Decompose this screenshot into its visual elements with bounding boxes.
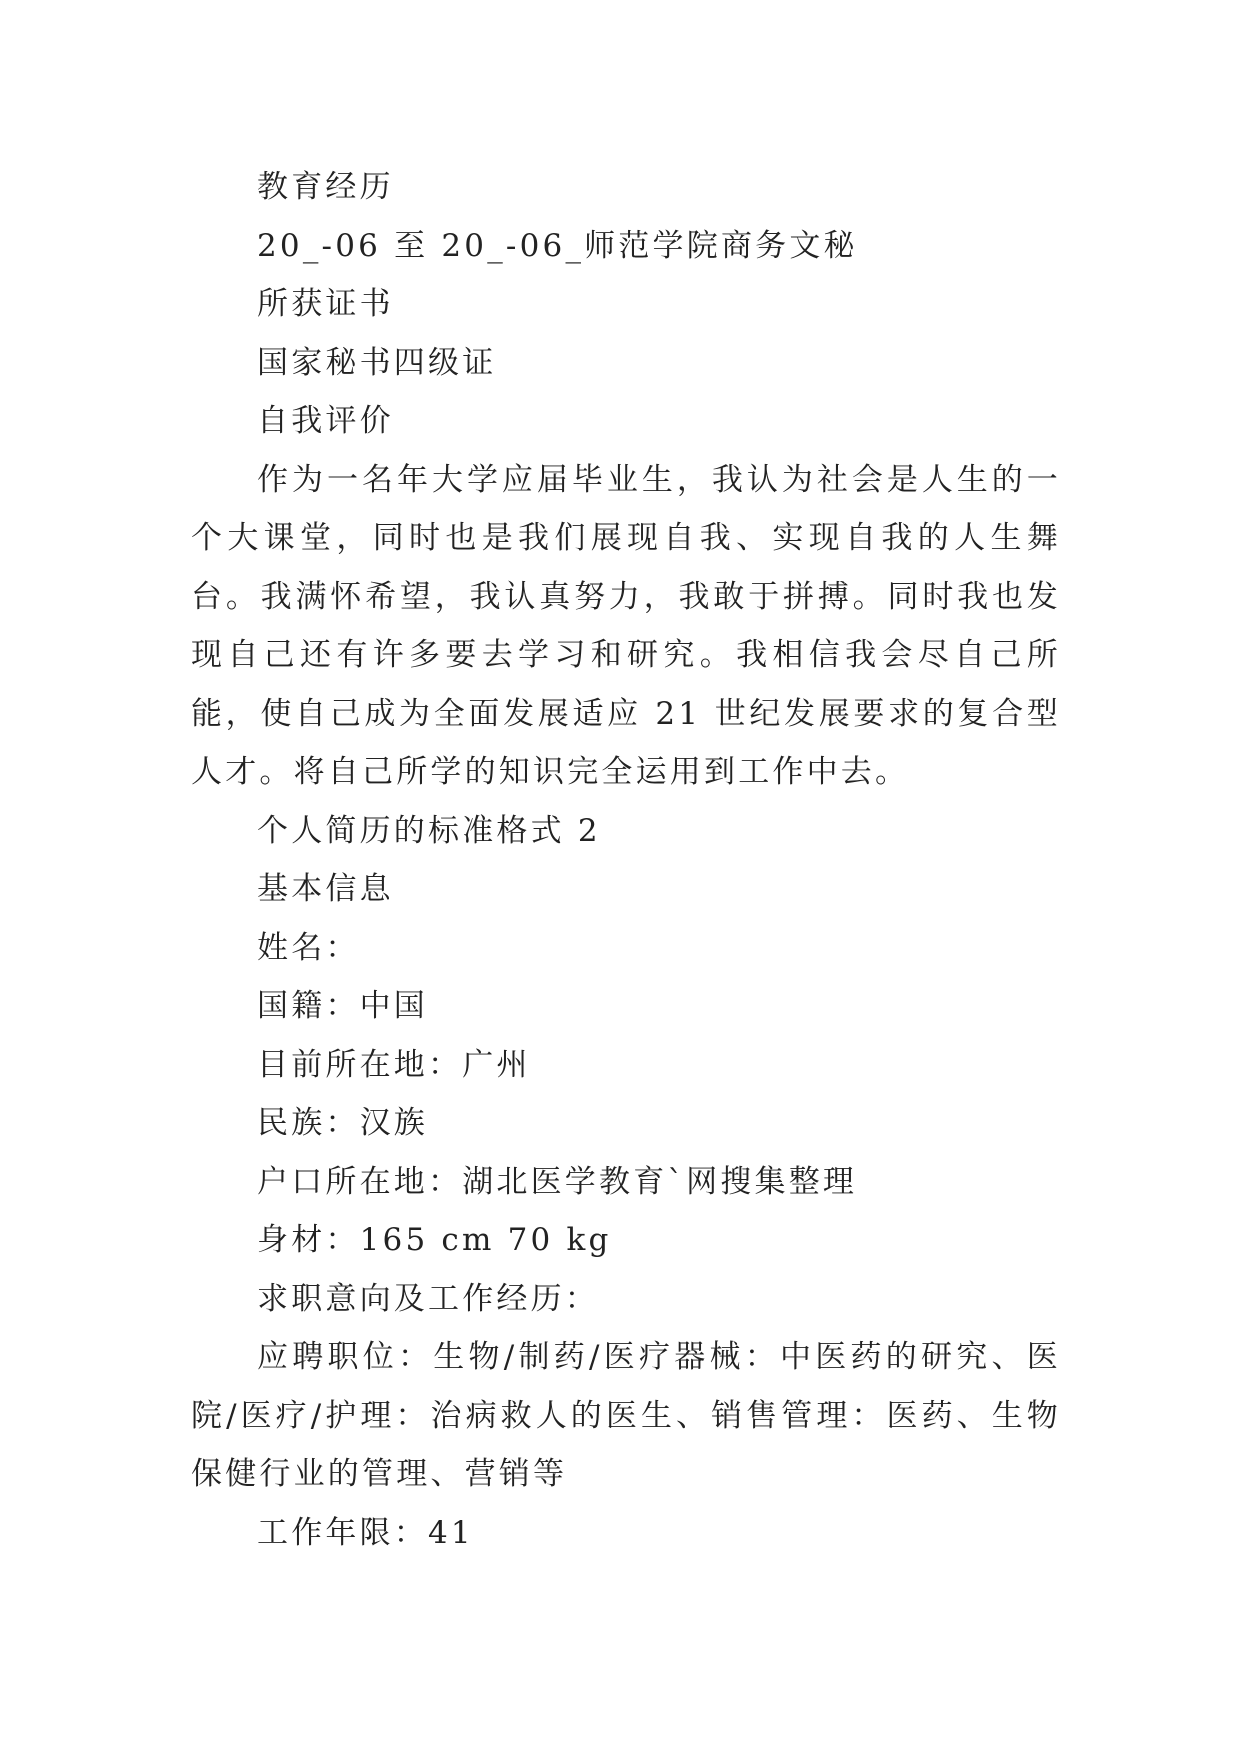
info-household-registration: 户口所在地：湖北医学教育`网搜集整理 [257,1163,858,1200]
heading-basic-info: 基本信息 [257,871,394,907]
info-physique: 身材：165 cm 70 kg [257,1222,612,1258]
info-work-years: 工作年限：41 [257,1514,474,1551]
document-body [191,158,1061,1562]
certificate-entry: 国家秘书四级证 [257,344,497,381]
info-nationality: 国籍：中国 [257,988,428,1024]
heading-self-evaluation: 自我评价 [257,403,394,439]
heading-job-intention: 求职意向及工作经历： [257,1280,599,1317]
info-name: 姓名： [257,929,360,966]
education-entry: 20_-06 至 20_-06_师范学院商务文秘 [257,227,858,264]
heading-certificates: 所获证书 [257,286,394,322]
info-current-location: 目前所在地：广州 [257,1046,531,1083]
section-title-resume-format-2: 个人简历的标准格式 2 [257,812,601,849]
heading-education: 教育经历 [257,169,394,205]
info-applied-position: 应聘职位：生物/制药/医疗器械：中医药的研究、医院/医疗/护理：治病救人的医生、销售管理：医药、生物保健行业的管理、营销等 [191,1339,1061,1492]
self-evaluation-text: 作为一名年大学应届毕业生，我认为社会是人生的一个大课堂，同时也是我们展现自我、实现自我的人生舞台。我满怀希望，我认真努力，我敢于拼搏。同时我也发现自己还有许多要去学习和研究。我相信我会尽自己所能，使自己成为全面发展适应 21 世纪发展要求的复合型人才。将自己所学的知识完全运用到工作中去。 [191,461,1061,790]
info-ethnicity: 民族：汉族 [257,1105,428,1141]
